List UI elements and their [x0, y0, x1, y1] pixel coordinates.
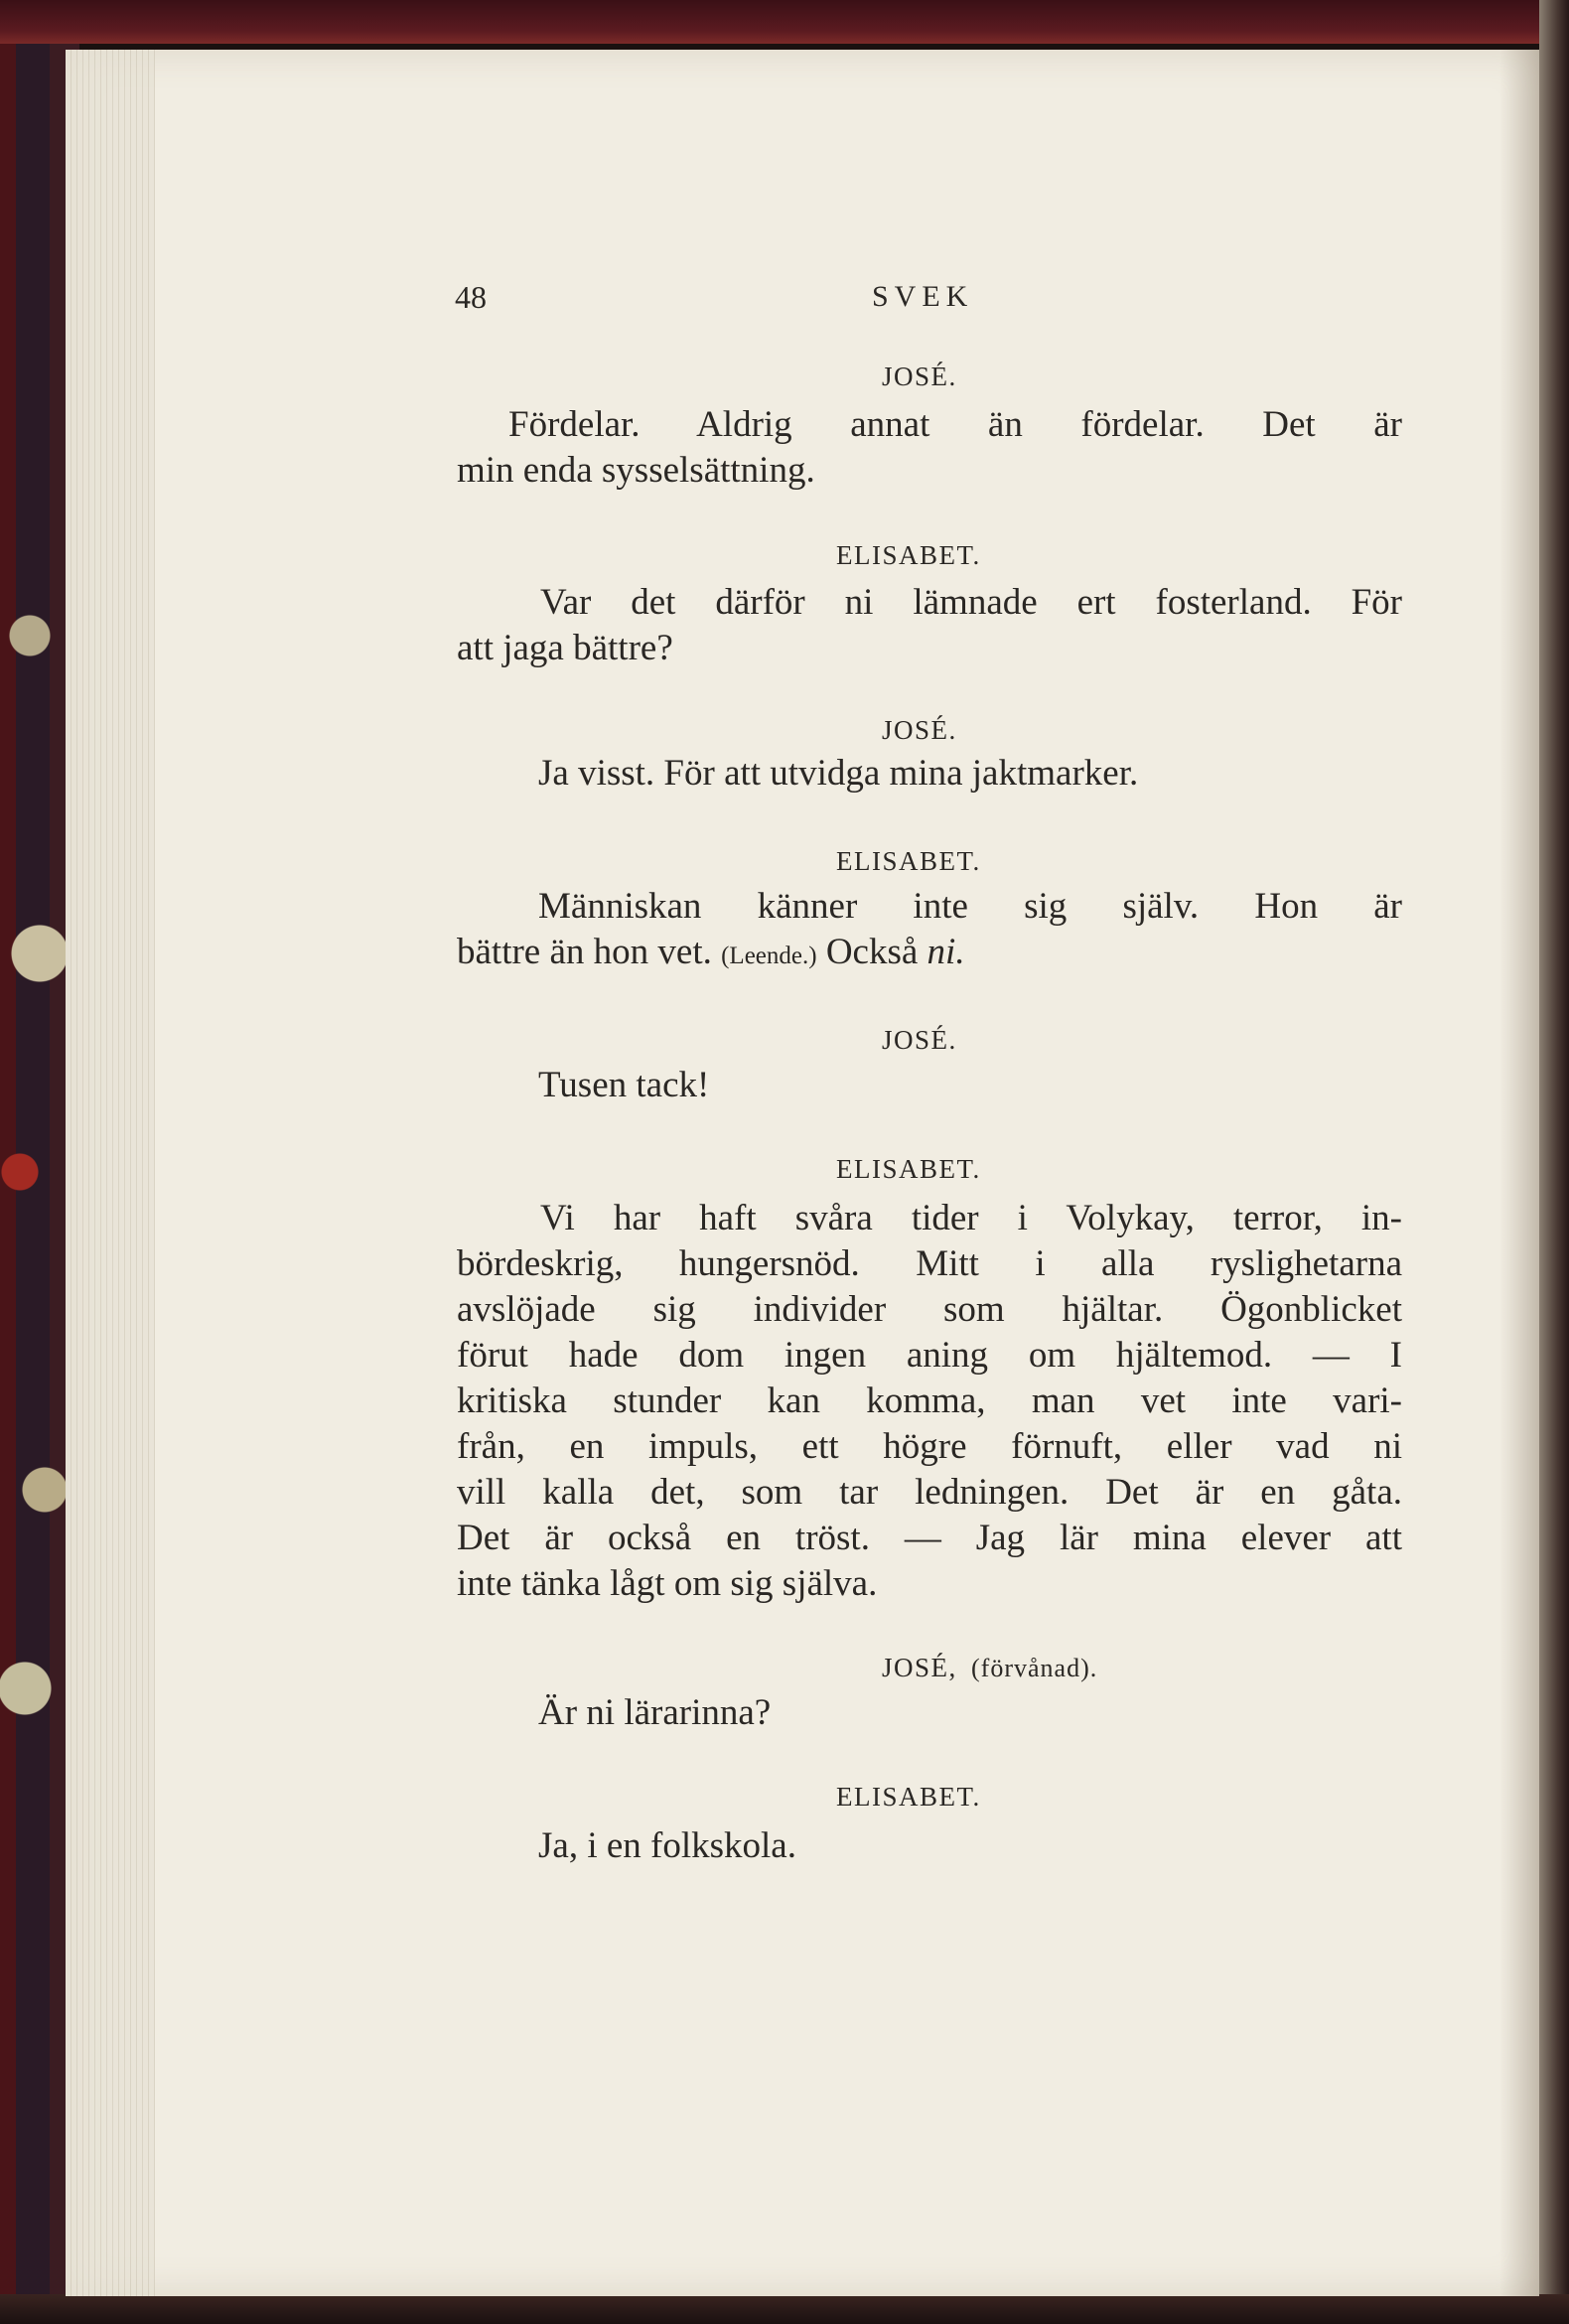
- speaker-name: ELISABET.: [836, 846, 981, 876]
- speaker-name: JOSÉ,: [882, 1653, 957, 1682]
- book-page: [66, 50, 1539, 2296]
- dialogue-line: avslöjade sig individer som hjältar. Ögonblicket: [457, 1289, 1402, 1330]
- dialogue-line: att jaga bättre?: [457, 628, 673, 668]
- running-title: SVEK: [872, 280, 974, 313]
- dialogue-line: vill kalla det, som tar ledningen. Det är en gåta.: [457, 1472, 1402, 1513]
- stage-direction: (Leende.): [721, 943, 817, 969]
- dialogue-line: Det är också en tröst. — Jag lär mina elever att: [457, 1518, 1402, 1558]
- page-leaf-edges: [66, 50, 155, 2296]
- dialogue-line: förut hade dom ingen aning om hjältemod. — I: [457, 1335, 1402, 1376]
- dialogue-line: Vi har haft svåra tider i Volykay, terror, in-: [540, 1198, 1402, 1238]
- speaker-name: ELISABET.: [836, 1782, 981, 1812]
- dialogue-line: från, en impuls, ett högre förnuft, eller vad ni: [457, 1426, 1402, 1467]
- page-number: 48: [455, 279, 487, 315]
- dialogue-line: Ja, i en folkskola.: [538, 1825, 796, 1866]
- dialogue-line-text: bättre än hon vet.: [457, 932, 712, 972]
- dialogue-line: Ja visst. För att utvidga mina jaktmarker.: [538, 753, 1139, 794]
- speaker-name: JOSÉ.: [882, 362, 957, 391]
- dialogue-line-row: [457, 930, 965, 979]
- dialogue-line: inte tänka lågt om sig själva.: [457, 1563, 878, 1604]
- speaker-name-row: [882, 1645, 1097, 1691]
- dialogue-line: Är ni lärarinna?: [538, 1692, 772, 1733]
- speaker-name: ELISABET.: [836, 1154, 981, 1184]
- dialogue-line: bördeskrig, hungersnöd. Mitt i alla ryslighetarna: [457, 1243, 1402, 1284]
- speaker-name: JOSÉ.: [882, 1025, 957, 1055]
- dialogue-line: Tusen tack!: [538, 1065, 710, 1105]
- dialogue-line: Fördelar. Aldrig annat än fördelar. Det är: [508, 404, 1402, 445]
- stage-direction: (förvånad).: [971, 1654, 1098, 1682]
- page-gutter-shadow: [1499, 50, 1539, 2296]
- book-binding-right: [1539, 0, 1569, 2324]
- emphasized-word: ni.: [927, 932, 965, 972]
- dialogue-line-text: Också: [825, 932, 919, 972]
- book-binding-bottom: [0, 2294, 1569, 2324]
- speaker-name: JOSÉ.: [882, 715, 957, 745]
- dialogue-line: min enda sysselsättning.: [457, 450, 815, 491]
- dialogue-line: Människan känner inte sig själv. Hon är: [538, 886, 1402, 927]
- speaker-name: ELISABET.: [836, 540, 981, 570]
- book-binding-top: [0, 0, 1569, 44]
- dialogue-line: kritiska stunder kan komma, man vet inte vari-: [457, 1380, 1402, 1421]
- dialogue-line: Var det därför ni lämnade ert fosterland. För: [540, 582, 1402, 623]
